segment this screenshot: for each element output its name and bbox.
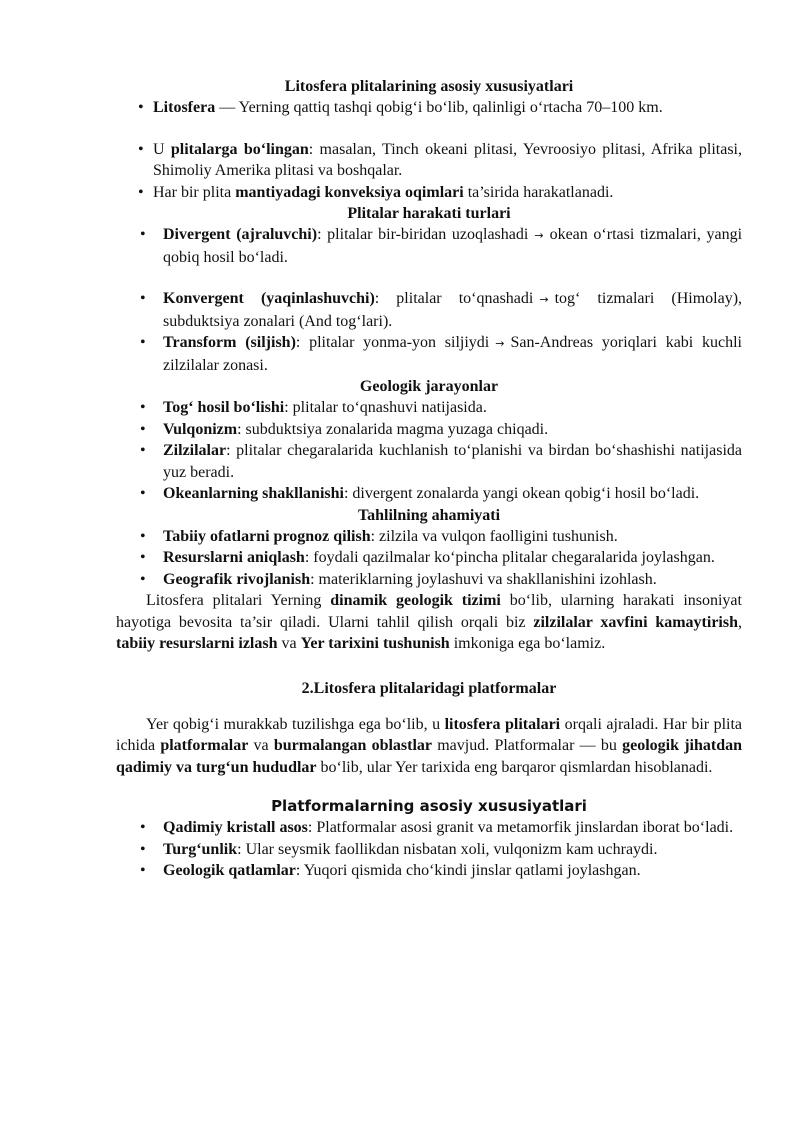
list-item: • Geologik qatlamlar: Yuqori qismida cho‘kindi jinslar qatlami joylashgan. bbox=[116, 860, 742, 882]
list-item: • Tog‘ hosil bo‘lishi: plitalar to‘qnashuvi natijasida. bbox=[116, 397, 742, 419]
arrow-right-icon: → bbox=[495, 337, 505, 350]
section-title-lithosphere-features: Litosfera plitalarining asosiy xususiyatlari bbox=[284, 78, 574, 95]
lithosphere-features-list bbox=[116, 97, 742, 203]
list-item: • Konvergent (yaqinlashuvchi): plitalar to‘qnashadi → tog‘ tizmalari (Himolay), subduktsiya zonalari (And tog‘lari). bbox=[116, 288, 742, 332]
list-item: • Resurslarni aniqlash: foydali qazilmalar ko‘pincha plitalar chegaralarida joylashgan. bbox=[116, 547, 742, 569]
platform-features-list bbox=[116, 817, 742, 882]
list-item: • Turg‘unlik: Ular seysmik faollikdan nisbatan xoli, vulqonizm kam uchraydi. bbox=[116, 839, 742, 861]
arrow-right-icon: → bbox=[534, 229, 544, 242]
list-item: • Transform (siljish): plitalar yonma-yon siljiydi → San-Andreas yoriqlari kabi kuchli zilzilalar zonasi. bbox=[116, 332, 742, 376]
section-title-platform-features: Platformalarning asosiy xususiyatlari bbox=[271, 797, 587, 815]
document-page bbox=[116, 76, 742, 882]
summary-paragraph: Litosfera plitalari Yerning dinamik geologik tizimi bo‘lib, ularning harakati insoniyat hayotiga bevosita ta’sir qiladi. Ularni tahlil qilish orqali biz zilzilalar xavfini kamaytirish, tabiiy resurslarni izlash va Yer tarixini tushunish imkoniga ega bo‘lamiz. bbox=[116, 592, 742, 652]
list-item: • Geografik rivojlanish: materiklarning joylashuvi va shakllanishini izohlash. bbox=[116, 569, 742, 591]
analysis-importance-list bbox=[116, 526, 742, 591]
section-title-plate-motion-types: Plitalar harakati turlari bbox=[347, 205, 511, 222]
list-item: • Har bir plita mantiyadagi konveksiya oqimlari ta’sirida harakatlanadi. bbox=[116, 182, 742, 204]
list-item: • Okeanlarning shakllanishi: divergent zonalarda yangi okean qobig‘i hosil bo‘ladi. bbox=[116, 483, 742, 505]
geological-processes-list bbox=[116, 397, 742, 505]
list-item: • Zilzilalar: plitalar chegaralarida kuchlanish to‘planishi va birdan bo‘shashishi natijasida yuz beradi. bbox=[116, 440, 742, 483]
section-title-geological-processes: Geologik jarayonlar bbox=[359, 378, 499, 395]
list-item: • U plitalarga bo‘lingan: masalan, Tinch okeani plitasi, Yevroosiyo plitasi, Afrika plitasi, Shimoliy Amerika plitasi va boshqalar. bbox=[116, 139, 742, 182]
list-item: • Divergent (ajraluvchi): plitalar bir-biridan uzoqlashadi → okean o‘rtasi tizmalari, yangi qobiq hosil bo‘ladi. bbox=[116, 224, 742, 268]
plate-motion-types-list bbox=[116, 224, 742, 376]
list-item: • Tabiiy ofatlarni prognoz qilish: zilzila va vulqon faolligini tushunish. bbox=[116, 526, 742, 548]
list-item: • Qadimiy kristall asos: Platformalar asosi granit va metamorfik jinslardan iborat bo‘ladi. bbox=[116, 817, 742, 839]
list-item: • Vulqonizm: subduktsiya zonalarida magma yuzaga chiqadi. bbox=[116, 419, 742, 441]
section-title-analysis-importance: Tahlilning ahamiyati bbox=[357, 506, 501, 524]
arrow-right-icon: → bbox=[539, 293, 549, 306]
platforms-intro-paragraph: Yer qobig‘i murakkab tuzilishga ega bo‘lib, u litosfera plitalari orqali ajraladi. Har bir plita ichida platformalar va burmalangan oblastlar mavjud. Platformalar — bu geologik jihatdan qadimiy va turg‘un hududlar bo‘lib, ular Yer tarixida eng barqaror qismlardan hisoblanadi. bbox=[116, 715, 743, 776]
list-item: • Litosfera — Yerning qattiq tashqi qobig‘i bo‘lib, qalinligi o‘rtacha 70–100 km. bbox=[116, 97, 742, 119]
section-title-platforms: 2.Litosfera plitalaridagi platformalar bbox=[301, 679, 557, 697]
